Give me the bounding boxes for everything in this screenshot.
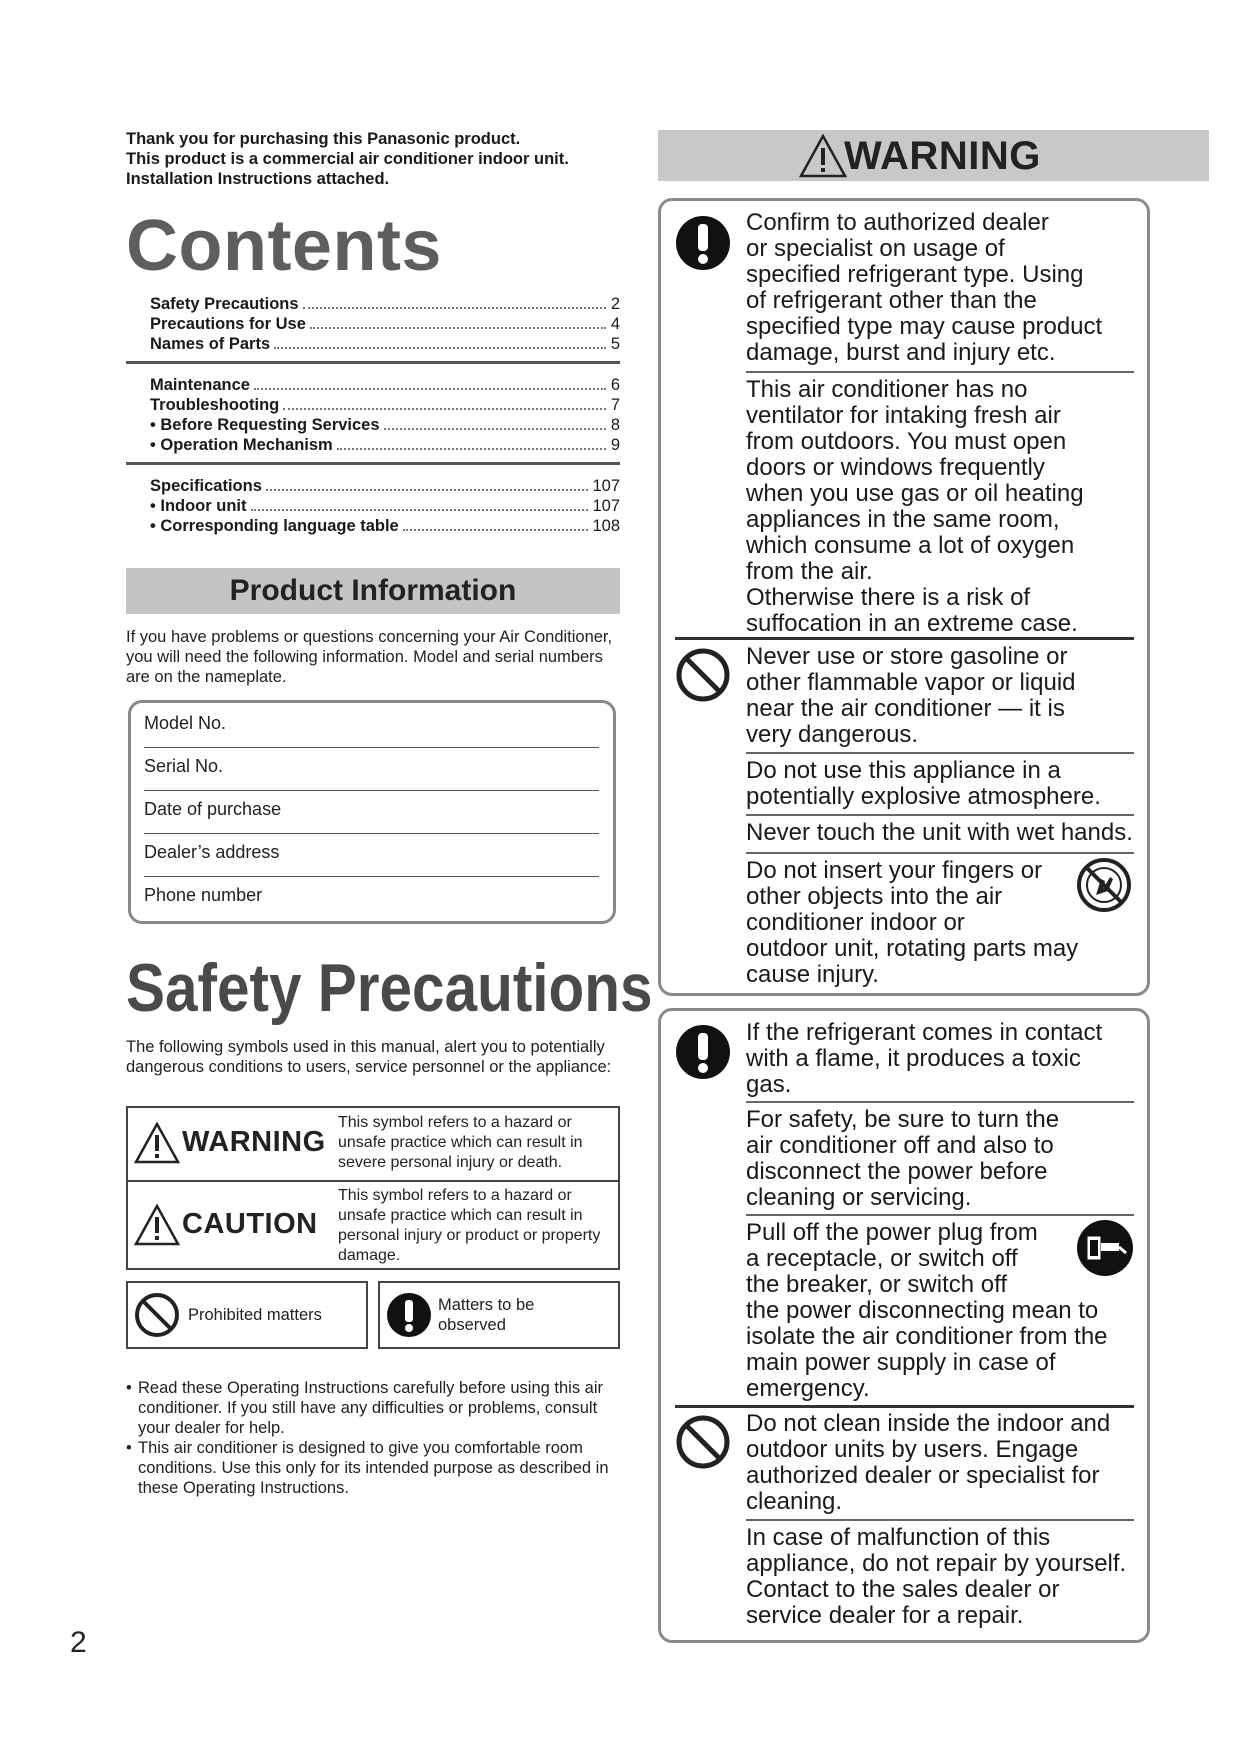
toc-label: • Before Requesting Services <box>150 416 380 434</box>
warning-label: WARNING <box>182 1126 326 1158</box>
toc-page: 9 <box>610 436 620 454</box>
caution-triangle-icon <box>134 1204 180 1246</box>
model-no-field[interactable]: Model No. <box>144 713 227 733</box>
toc-label: Maintenance <box>150 376 250 394</box>
product-information-title: Product Information <box>229 574 517 607</box>
divider <box>144 790 599 791</box>
toc-page: 7 <box>610 396 620 414</box>
warning-item: Do not use this appliance in a potentially explosive atmosphere. <box>746 757 1101 810</box>
intro-line: Installation Instructions attached. <box>126 170 390 188</box>
divider <box>746 1519 1134 1521</box>
warning-description: This symbol refers to a hazard or unsafe practice which can result in severe personal injury or death. <box>338 1114 583 1171</box>
warning-header-title: WARNING <box>844 134 1041 178</box>
warning-header <box>658 130 1209 181</box>
warning-item: Pull off the power plug from a receptacle, or switch off the breaker, or switch off the power disconnecting mean to isolate the air conditioner from the main power supply in case of emergency. <box>746 1219 1108 1402</box>
warning-item: For safety, be sure to turn the air conditioner off and also to disconnect the power before cleaning or servicing. <box>746 1106 1060 1211</box>
toc-group <box>126 361 620 455</box>
symbol-table <box>126 1106 620 1270</box>
mandatory-exclamation-icon <box>675 215 731 271</box>
phone-number-field[interactable]: Phone number <box>144 885 263 905</box>
product-information-text: If you have problems or questions concerning your Air Conditioner, you will need the following information. Model and serial numbers are on the nameplate. <box>126 628 613 686</box>
dealers-address-field[interactable]: Dealer’s address <box>144 842 280 862</box>
caution-symbol-row <box>128 1180 618 1272</box>
toc-entry[interactable] <box>150 496 620 516</box>
divider <box>746 371 1134 373</box>
safety-precautions-title: Safety Precautions <box>126 950 653 1026</box>
intro-line: This product is a commercial air conditioner indoor unit. <box>126 150 569 168</box>
exclamation-icon <box>386 1292 432 1338</box>
divider <box>746 852 1134 854</box>
notes-list <box>126 1378 626 1498</box>
page-number: 2 <box>70 1626 87 1659</box>
toc-page: 107 <box>592 477 620 495</box>
serial-no-field[interactable]: Serial No. <box>144 756 224 776</box>
toc-entry[interactable] <box>150 395 620 415</box>
caution-description: This symbol refers to a hazard or unsafe practice which can result in personal injury or product or property damage. <box>338 1187 601 1264</box>
toc-page: 4 <box>610 315 620 333</box>
warning-item: This air conditioner has no ventilator for intaking fresh air from outdoors. You must open doors or windows frequently when you use gas or oil heating appliances in the same room, which consume a lot of oxygen from the air. Otherwise there is a risk of suffocation in an extreme case. <box>746 376 1084 637</box>
toc-entry[interactable] <box>150 375 620 395</box>
warning-item: Do not insert your fingers or other objects into the air conditioner indoor or outdoor unit, rotating parts may cause injury. <box>746 857 1079 988</box>
toc-label: • Corresponding language table <box>150 517 399 535</box>
toc-group <box>126 294 620 354</box>
warning-triangle-icon <box>134 1122 180 1164</box>
warning-item: Do not clean inside the indoor and outdoor units by users. Engage authorized dealer or specialist for cleaning. <box>746 1410 1111 1515</box>
divider <box>675 637 1134 640</box>
divider <box>144 833 599 834</box>
divider <box>746 1214 1134 1216</box>
product-information-header <box>126 568 620 614</box>
prohibited-label: Prohibited matters <box>188 1306 322 1324</box>
prohibited-icon <box>134 1292 180 1338</box>
divider <box>144 747 599 748</box>
toc-entry[interactable] <box>150 415 620 435</box>
product-info-form <box>128 700 616 924</box>
warning-item: If the refrigerant comes in contact with a flame, it produces a toxic gas. <box>746 1019 1103 1098</box>
warning-symbol-row <box>128 1108 618 1188</box>
divider <box>144 876 599 877</box>
toc-page: 107 <box>592 497 620 515</box>
toc-entry[interactable] <box>150 314 620 334</box>
note-item: • This air conditioner is designed to give you comfortable room conditions. Use this only for its intended purpose as described in these Operating Instructions. <box>126 1438 626 1498</box>
toc-entry[interactable] <box>150 476 620 496</box>
warning-triangle-icon <box>799 134 847 178</box>
toc-page: 108 <box>592 517 620 535</box>
toc-label: Specifications <box>150 477 262 495</box>
divider <box>746 752 1134 754</box>
warning-item: Never touch the unit with wet hands. <box>746 819 1133 846</box>
intro-text <box>126 129 646 189</box>
toc-label: Safety Precautions <box>150 295 299 313</box>
warning-item: Confirm to authorized dealer or specialist on usage of specified refrigerant type. Using of refrigerant other than the specified type may cause product damage, burst and injury etc. <box>746 209 1103 366</box>
observe-legend <box>378 1281 620 1349</box>
toc-page: 6 <box>610 376 620 394</box>
toc-label: Troubleshooting <box>150 396 280 414</box>
table-of-contents <box>126 294 620 536</box>
note-item: • Read these Operating Instructions carefully before using this air conditioner. If you still have any difficulties or problems, consult your dealer for help. <box>126 1378 626 1438</box>
toc-label: Precautions for Use <box>150 315 306 333</box>
warning-item: Never use or store gasoline or other flammable vapor or liquid near the air conditioner — it is very dangerous. <box>746 643 1076 748</box>
prohibited-icon <box>675 1414 731 1470</box>
toc-entry[interactable] <box>150 435 620 455</box>
safety-precautions-text: The following symbols used in this manual, alert you to potentially dangerous conditions to users, service personnel or the appliance: <box>126 1038 612 1076</box>
toc-page: 2 <box>610 295 620 313</box>
prohibited-icon <box>675 647 731 703</box>
toc-group <box>126 462 620 536</box>
intro-line: Thank you for purchasing this Panasonic product. <box>126 130 521 148</box>
toc-entry[interactable] <box>150 294 620 314</box>
toc-entry[interactable] <box>150 516 620 536</box>
date-of-purchase-field[interactable]: Date of purchase <box>144 799 282 819</box>
toc-page: 8 <box>610 416 620 434</box>
warning-item: In case of malfunction of this appliance, do not repair by yourself. Contact to the sales dealer or service dealer for a repair. <box>746 1524 1127 1629</box>
prohibited-legend <box>126 1281 368 1349</box>
divider <box>746 1101 1134 1103</box>
toc-label: • Operation Mechanism <box>150 436 333 454</box>
divider <box>675 1405 1134 1408</box>
no-hand-insert-icon <box>1076 857 1132 913</box>
toc-page: 5 <box>610 335 620 353</box>
toc-label: Names of Parts <box>150 335 271 353</box>
contents-title: Contents <box>126 206 442 286</box>
toc-label: • Indoor unit <box>150 497 247 515</box>
toc-entry[interactable] <box>150 334 620 354</box>
mandatory-exclamation-icon <box>675 1024 731 1080</box>
caution-label: CAUTION <box>182 1208 318 1240</box>
observe-label: Matters to be observed <box>438 1296 535 1334</box>
divider <box>746 814 1134 816</box>
